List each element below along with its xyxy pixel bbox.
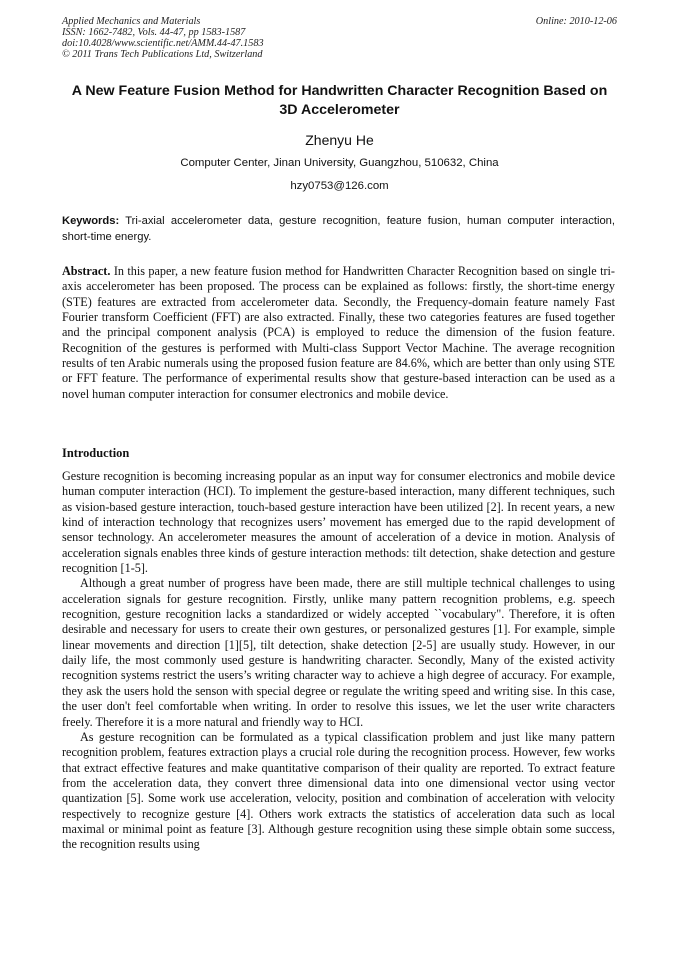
section-heading-introduction: Introduction — [62, 446, 130, 460]
running-header — [62, 16, 617, 60]
keywords-text: Tri-axial accelerometer data, gesture recognition, feature fusion, human computer interaction, short-time energy. — [62, 215, 616, 243]
keywords-block — [62, 213, 615, 245]
copyright-line: © 2011 Trans Tech Publications Ltd, Switzerland — [62, 49, 263, 60]
author-name: Zhenyu He — [305, 132, 374, 148]
abstract-block — [62, 264, 615, 402]
journal-name: Applied Mechanics and Materials — [62, 16, 201, 27]
online-date: Online: 2010-12-06 — [535, 16, 617, 27]
doi-line: doi:10.4028/www.scientific.net/AMM.44-47.1583 — [62, 38, 264, 49]
issn-line: ISSN: 1662-7482, Vols. 44-47, pp 1583-1587 — [62, 27, 246, 38]
paper-title: A New Feature Fusion Method for Handwritten Character Recognition Based on 3D Accelerometer — [71, 83, 608, 118]
intro-paragraph: Gesture recognition is becoming increasing popular as an input way for consumer electronics and mobile device human computer interaction (HCI). To implement the gesture-based interaction, many different techniques, such as vision-based gesture interaction, touch-based gesture interaction have been utilized [2]. In recent years, a new kind of interaction technology that recognizes users’ movement has emerged due to the rapid development of sensor technology. An accelerometer measures the amount of acceleration of a device in motion. Analysis of acceleration signals enables three kinds of gesture interaction methods: tilt detection, shake detection and gesture recognition [1-5]. — [62, 469, 615, 576]
intro-paragraph: Although a great number of progress have been made, there are still multiple technical challenges to using acceleration signals for gesture recognition. Firstly, unlike many pattern recognition problems, e.g. speech recognition, gesture recognition lacks a standardized or widely accepted ``vocabulary". Therefore, it is often desirable and necessary for users to create their own gestures, or personalized gestures [1]. For example, simple linear movements and direction [1][5], tilt detection, shake detection [2-5] are usually study. However, in our daily life, the most commonly used gesture is handwriting character. Secondly, Many of the existed activity recognition systems restrict the users’s writing character way to achieve a high degree of accuracy. For example, they ask the users hold the senson with special degree or regulate the writing speed and writing sise. In this case, the user don't feel comfortable when writing. In order to resolve this issues, we let the user write characters freely. Therefore it is a more natural and friendly way to HCI. — [62, 576, 615, 729]
author-affiliation: Computer Center, Jinan University, Guangzhou, 510632, China — [180, 157, 499, 169]
introduction-body — [62, 469, 615, 853]
intro-paragraph: As gesture recognition can be formulated as a typical classification problem and just like many pattern recognition problem, features extraction plays a crucial role during the recognition process. However, few works that extract effective features and make quantitative comparison of their quality are reported. To extract feature from the acceleration data, they convert three dimensional data into one dimensional vector using vector quantization [5]. Some work use acceleration, velocity, position and combination of acceleration with velocity respectively to recognize gesture [4]. Others work extracts the statistics of acceleration data such as local maximal or minimal point as feature [3]. Although gesture recognition using these simple obtain some success, the recognition results using — [62, 729, 615, 852]
abstract-label: Abstract. — [62, 264, 111, 278]
abstract-text: In this paper, a new feature fusion method for Handwritten Character Recognition based on single tri-axis accelerometer has been proposed. The process can be explained as follows: firstly, the short-time energy (STE) features are extracted from accelerometer data. Secondly, the Frequency-domain feature namely Fast Fourier transform Coefficient (FFT) are also extracted. Finally, these two categories features are fused together and the principal component analysis (PCA) is employed to reduce the dimension of the fusion feature. Recognition of the gestures is performed with Multi-class Support Vector Machine. The average recognition results of ten Arabic numerals using the proposed fusion feature are 84.6%, which are better than only using STE or FFT feature. The performance of experimental results show that gesture-based interaction can be used as a novel human computer interaction for consumer electronics and mobile device. — [62, 264, 615, 401]
author-email: hzy0753@126.com — [290, 180, 389, 192]
keywords-label: Keywords: — [62, 215, 120, 227]
